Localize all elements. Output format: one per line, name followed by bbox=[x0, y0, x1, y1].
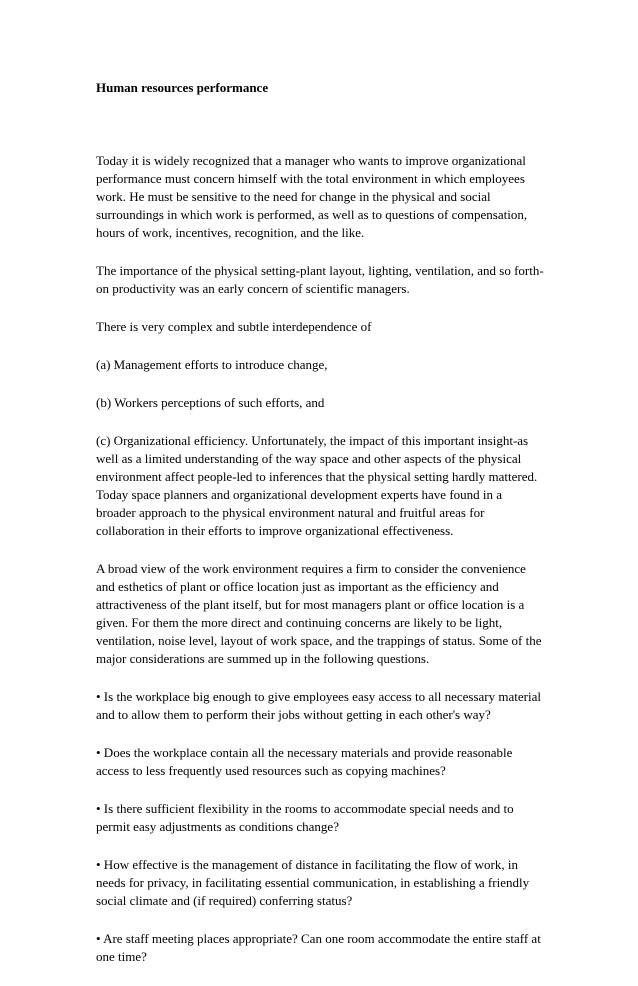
text-line: • Does the workplace contain all the necessary materials and provide reasonable bbox=[96, 745, 513, 760]
text-line: collaboration in their efforts to improve organizational effectiveness. bbox=[96, 523, 454, 538]
text-line: • Is the workplace big enough to give employees easy access to all necessary material bbox=[96, 689, 541, 704]
question-flexibility bbox=[96, 800, 546, 836]
text-line: A broad view of the work environment requires a firm to consider the convenience bbox=[96, 561, 526, 576]
text-line: one time? bbox=[96, 949, 147, 964]
text-line: and esthetics of plant or office location just as important as the efficiency and bbox=[96, 579, 499, 594]
text-line: and to allow them to perform their jobs without getting in each other's way? bbox=[96, 707, 491, 722]
text-line: work. He must be sensitive to the need for change in the physical and social bbox=[96, 189, 491, 204]
text-line: environment affect people-led to inferences that the physical setting hardly mattered. bbox=[96, 469, 538, 484]
question-workplace-size bbox=[96, 688, 546, 724]
text-line: major considerations are summed up in the following questions. bbox=[96, 651, 430, 666]
question-materials bbox=[96, 744, 546, 780]
physical-setting-paragraph bbox=[96, 262, 546, 298]
text-line: The importance of the physical setting-plant layout, lighting, ventilation, and so forth- bbox=[96, 263, 544, 278]
text-line: given. For them the more direct and continuing concerns are likely to be light, bbox=[96, 615, 503, 630]
text-line: Today it is widely recognized that a manager who wants to improve organizational bbox=[96, 153, 526, 168]
text-line: ventilation, noise level, layout of work space, and the trappings of status. Some of the bbox=[96, 633, 542, 648]
broad-view-paragraph bbox=[96, 560, 546, 668]
question-meeting-places bbox=[96, 930, 546, 966]
document-title: Human resources performance bbox=[96, 80, 269, 95]
text-line: needs for privacy, in facilitating essential communication, in establishing a friendly bbox=[96, 875, 530, 890]
text-line: attractiveness of the plant itself, but for most managers plant or office location is a bbox=[96, 597, 525, 612]
text-line: hours of work, incentives, recognition, and the like. bbox=[96, 225, 365, 240]
text-line: permit easy adjustments as conditions change? bbox=[96, 819, 339, 834]
question-distance bbox=[96, 856, 546, 910]
text-line: broader approach to the physical environment natural and fruitful areas for bbox=[96, 505, 485, 520]
text-line: on productivity was an early concern of scientific managers. bbox=[96, 281, 410, 296]
text-line: (b) Workers perceptions of such efforts, and bbox=[96, 395, 325, 410]
text-line: access to less frequently used resources such as copying machines? bbox=[96, 763, 446, 778]
text-line: • Are staff meeting places appropriate? Can one room accommodate the entire staff at bbox=[96, 931, 541, 946]
text-line: There is very complex and subtle interdependence of bbox=[96, 319, 372, 334]
text-line: performance must concern himself with the total environment in which employees bbox=[96, 171, 525, 186]
list-item-a bbox=[96, 356, 546, 374]
list-item-c bbox=[96, 432, 546, 540]
text-line: (a) Management efforts to introduce change, bbox=[96, 357, 328, 372]
text-line: • Is there sufficient flexibility in the rooms to accommodate special needs and to bbox=[96, 801, 514, 816]
text-line: surroundings in which work is performed, as well as to questions of compensation, bbox=[96, 207, 528, 222]
interdependence-paragraph bbox=[96, 318, 546, 336]
intro-paragraph bbox=[96, 152, 546, 242]
text-line: social climate and (if required) conferring status? bbox=[96, 893, 353, 908]
text-line: well as a limited understanding of the way space and other aspects of the physical bbox=[96, 451, 522, 466]
list-item-b bbox=[96, 394, 546, 412]
text-line: • How effective is the management of distance in facilitating the flow of work, in bbox=[96, 857, 518, 872]
text-line: Today space planners and organizational development experts have found in a bbox=[96, 487, 503, 502]
document-body bbox=[96, 152, 546, 986]
text-line: (c) Organizational efficiency. Unfortunately, the impact of this important insight-as bbox=[96, 433, 529, 448]
